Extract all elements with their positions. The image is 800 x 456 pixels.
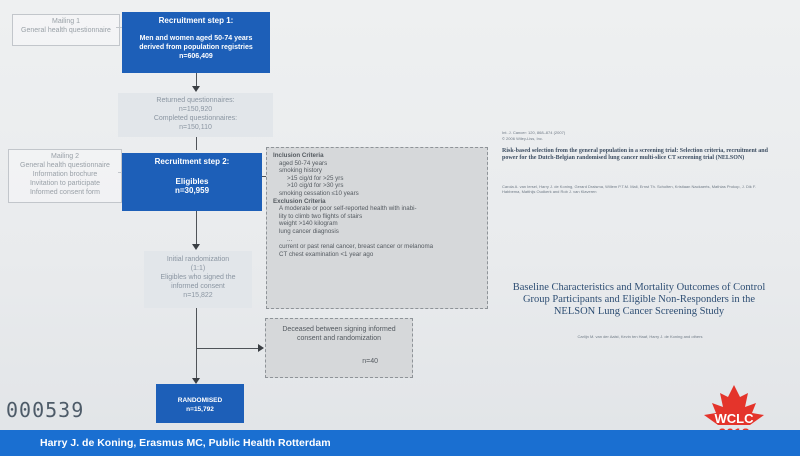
exclusion-item: A moderate or poor self-reported health with inabi- <box>279 205 417 213</box>
deceased-box <box>265 318 413 378</box>
randomization-line-1: Initial randomization <box>166 256 230 263</box>
mailing-2-line-2: Information brochure <box>32 171 98 178</box>
exclusion-item: ... <box>287 235 293 243</box>
exclusion-criteria-title: Exclusion Criteria <box>273 197 326 205</box>
returned-line-2: n=150,920 <box>178 106 213 113</box>
randomization-line-4: informed consent <box>171 283 225 290</box>
exclusion-item: weight >140 kilogram <box>279 220 338 228</box>
exclusion-item: current or past renal cancer, breast cancer or melanoma <box>279 243 434 251</box>
connector-randomization-randomised <box>196 308 197 379</box>
inclusion-criteria-list <box>273 160 481 198</box>
footer-presenter: Harry J. de Koning, Erasmus MC, Public Health Rotterdam <box>40 437 331 449</box>
deceased-line-3: n=40 <box>362 358 378 365</box>
mailing-1-title: Mailing 1 <box>51 18 80 25</box>
step-2-eligibles-n: n=30,959 <box>174 186 210 195</box>
randomization-line-3: Eligibles who signed the <box>160 274 236 281</box>
arrow-to-deceased <box>258 344 264 352</box>
exclusion-criteria-list <box>273 205 481 258</box>
recruitment-step-1-box <box>122 12 270 73</box>
step-1-line-2: derived from population registries <box>139 44 253 51</box>
returned-line-3: Completed questionnaires: <box>153 115 238 122</box>
step-2-header: Recruitment step 2: <box>154 157 230 166</box>
initial-randomization-box <box>144 251 252 308</box>
inclusion-item: smoking history <box>279 167 322 175</box>
arrow-step1-returned <box>192 86 200 92</box>
mailing-2-line-3: Invitation to participate <box>29 180 101 187</box>
returned-questionnaires-box <box>118 93 273 137</box>
paper-2-authors: Carlijn M. van der Aalst, Kevin ten Haaf, Harry J. de Koning and others <box>577 334 703 339</box>
inclusion-item: aged 50-74 years <box>279 159 328 167</box>
connector-to-deceased <box>196 348 258 349</box>
paper-1-meta: Int. J. Cancer: 120, 868–874 (2007) <box>502 130 566 135</box>
criteria-box <box>266 147 488 309</box>
paper-1-authors: Carola A. van Iersel, Harry J. de Koning, Gerard Draisma, Willem P.T.M. Mali, Ernst Th. Scholten, Kristiaan Nackaerts, Mathias Prokop, J. Dik F. Habbema, Matthijs Oudkerk and Rob J. van Klaveren <box>502 184 756 194</box>
exclusion-item: lung cancer diagnosis <box>279 227 339 235</box>
recruitment-step-2-box <box>122 153 262 211</box>
randomised-box <box>156 384 244 423</box>
step-1-header: Recruitment step 1: <box>158 16 234 25</box>
exclusion-item: lity to climb two flights of stairs <box>279 212 363 220</box>
mailing-2-line-1: General health questionnaire <box>20 162 110 169</box>
mailing-1-line: General health questionnaire <box>21 27 111 34</box>
mailing-1-box <box>12 14 120 46</box>
returned-line-4: n=150,110 <box>179 124 212 131</box>
randomization-line-2: (1:1) <box>190 265 206 272</box>
randomization-line-5: n=15,822 <box>183 292 213 299</box>
deceased-line-1: Deceased between signing informed <box>282 326 396 333</box>
connector-returned-step2 <box>196 137 197 150</box>
connector-step2-randomization <box>196 211 197 246</box>
randomised-n: n=15,792 <box>186 406 214 413</box>
randomised-label: RANDOMISED <box>177 397 223 404</box>
footer-bar <box>0 430 800 456</box>
arrow-step2-randomization <box>192 244 200 250</box>
mailing-2-title: Mailing 2 <box>50 153 79 160</box>
paper-1-meta-2: © 2006 Wiley-Liss, Inc. <box>502 136 543 141</box>
inclusion-item: >10 cig/d for >30 yrs <box>287 182 344 190</box>
inclusion-item: smoking cessation ≤10 years <box>279 189 359 197</box>
exclusion-item: CT chest examination <1 year ago <box>279 250 374 258</box>
deceased-line-2: consent and randomization <box>296 335 382 342</box>
slide-counter: 000539 <box>6 398 85 422</box>
step-2-eligibles-label: Eligibles <box>175 177 209 186</box>
inclusion-item: >15 cig/d for >25 yrs <box>287 174 344 182</box>
returned-line-1: Returned questionnaires: <box>156 97 235 104</box>
step-1-line-3: n=606,409 <box>179 53 213 60</box>
logo-text: WCLC <box>714 411 754 426</box>
mailing-2-line-4: Informed consent form <box>29 189 101 196</box>
paper-2-title: Baseline Characteristics and Mortality Outcomes of Control Group Participants and Eligible Non-Responders in the NELSON Lung Cancer Screening Study <box>512 282 766 317</box>
inclusion-criteria-title: Inclusion Criteria <box>273 152 324 159</box>
paper-1-title: Risk-based selection from the general population in a screening trial: Selection criteria, recruitment and power for the Dutch-Belgian randomised lung cancer multi-slice CT screening trial (NELSON) <box>502 148 768 161</box>
mailing-2-box <box>8 149 122 203</box>
step-1-line-1: Men and women aged 50-74 years <box>139 35 253 42</box>
